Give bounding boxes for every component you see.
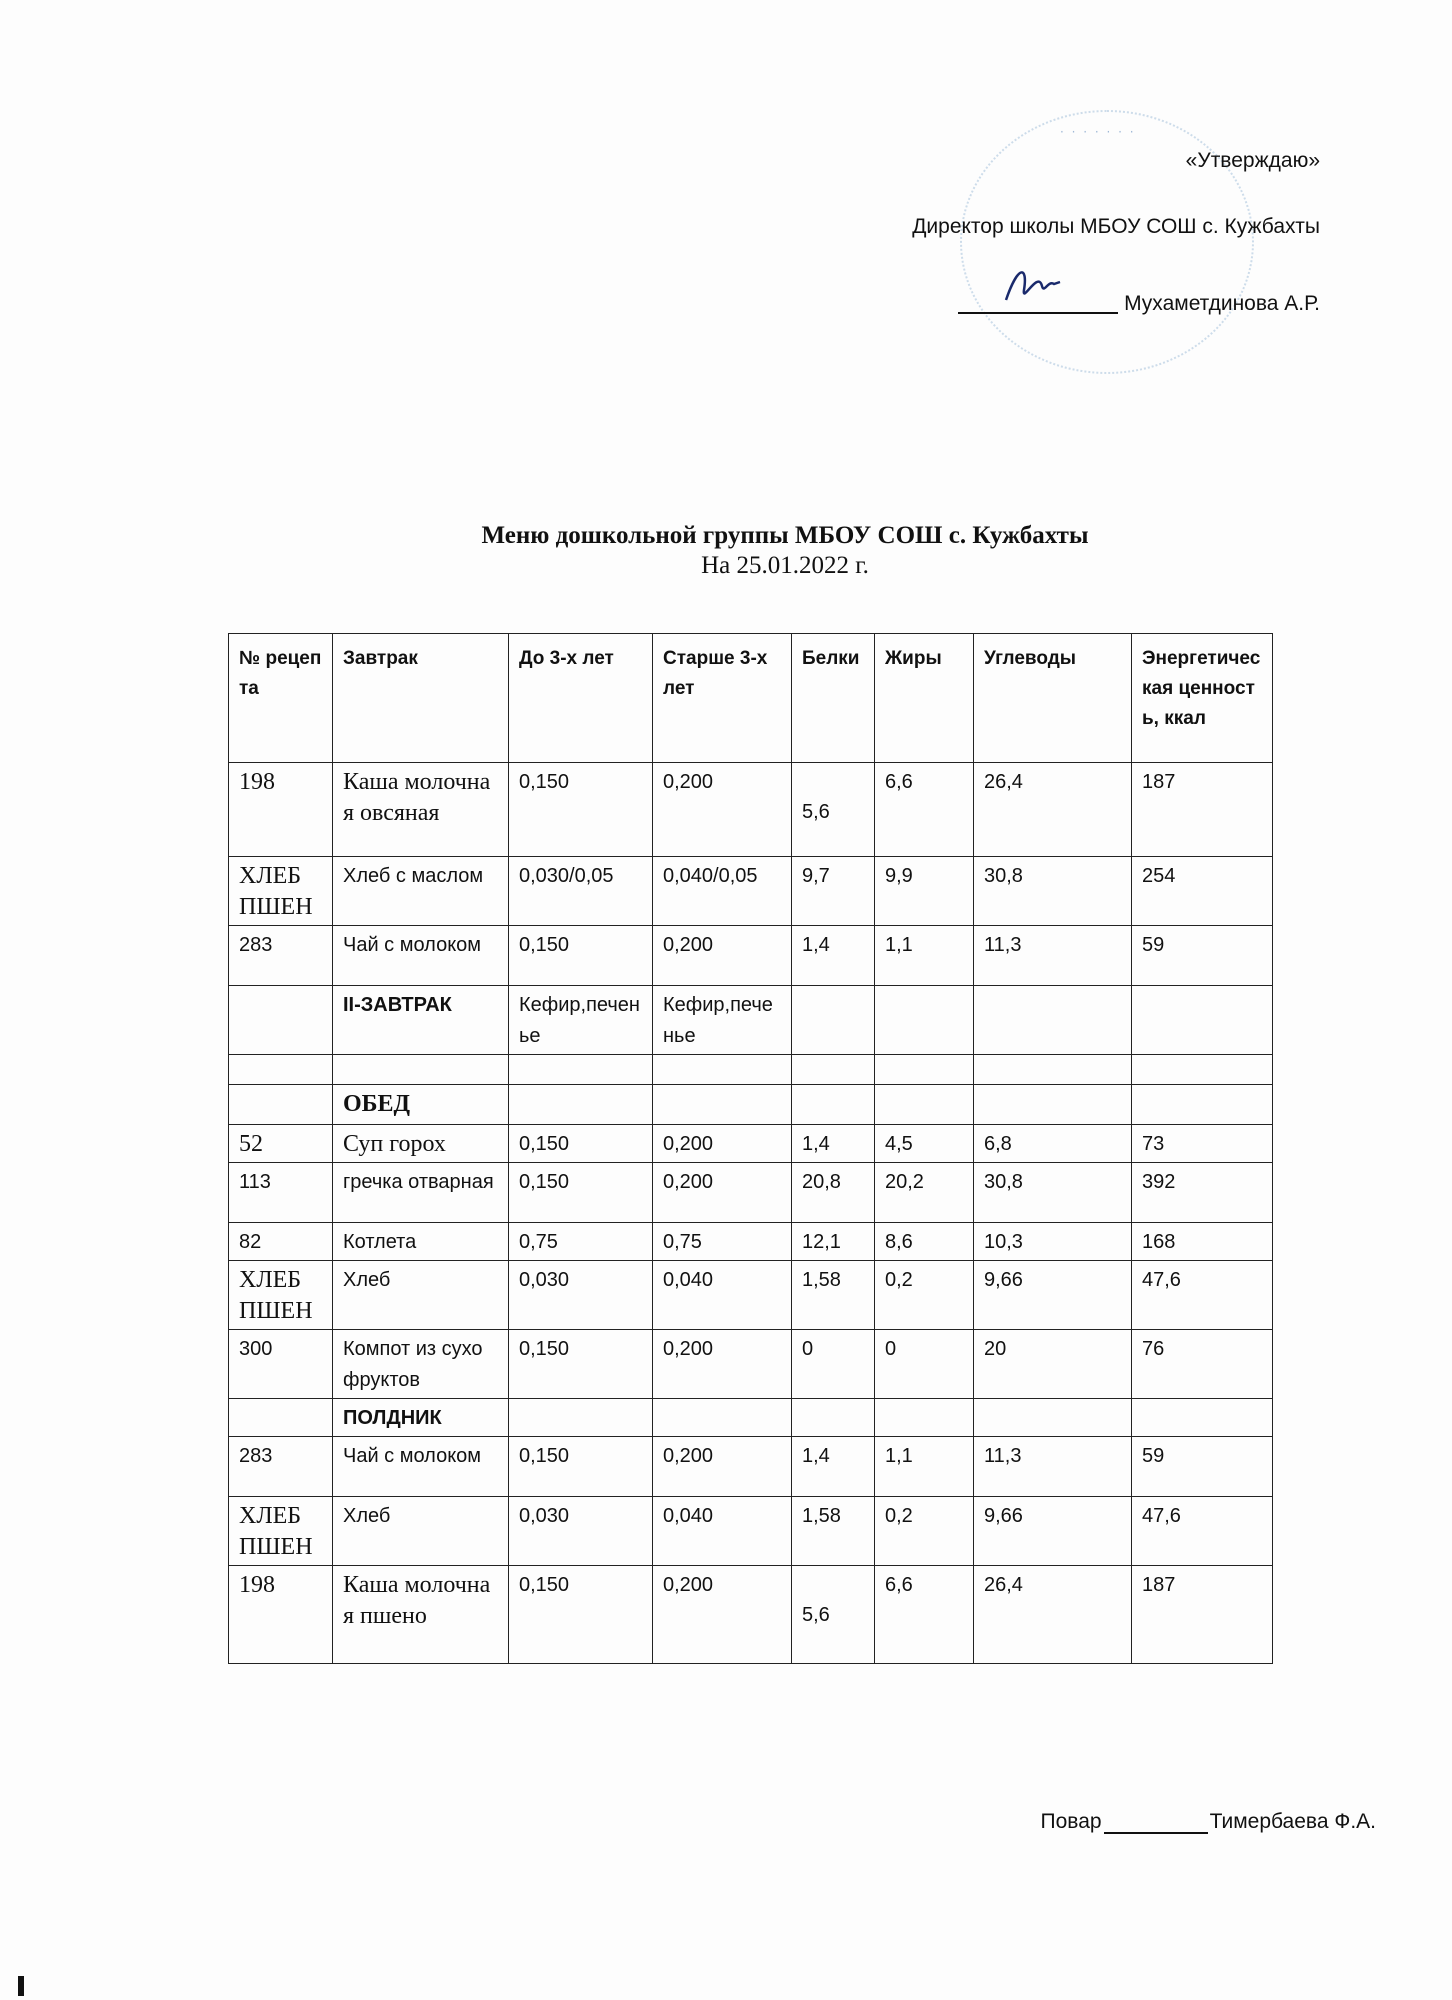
table-cell: 20: [974, 1330, 1132, 1399]
table-cell: 9,66: [974, 1261, 1132, 1330]
table-cell: [792, 986, 875, 1055]
table-cell: 0,75: [509, 1223, 653, 1261]
menu-table: [228, 633, 1273, 1664]
table-row: [229, 1223, 1273, 1261]
table-cell: 0,200: [653, 926, 792, 986]
table-cell: 30,8: [974, 1163, 1132, 1223]
table-row: [229, 1085, 1273, 1125]
table-cell: [653, 1055, 792, 1085]
table-cell: ХЛЕБ ПШЕН: [229, 1261, 333, 1330]
approval-position: Директор школы МБОУ СОШ с. Кужбахты: [912, 215, 1320, 238]
table-cell: 0: [875, 1330, 974, 1399]
table-cell: [875, 1055, 974, 1085]
table-header-row: [229, 634, 1273, 763]
table-cell: 6,6: [875, 763, 974, 857]
table-cell: 283: [229, 926, 333, 986]
table-cell: 187: [1132, 1566, 1273, 1664]
table-cell: 26,4: [974, 763, 1132, 857]
table-cell: Кефир,печенье: [653, 986, 792, 1055]
signature-line: [958, 282, 1118, 314]
table-cell: Каша молочная пшено: [333, 1566, 509, 1664]
table-cell: гречка отварная: [333, 1163, 509, 1223]
table-cell: 0,150: [509, 1330, 653, 1399]
table-cell: [229, 1055, 333, 1085]
table-cell: [229, 1085, 333, 1125]
table-cell: [509, 1055, 653, 1085]
table-cell: Хлеб: [333, 1497, 509, 1566]
table-cell: 9,7: [792, 857, 875, 926]
header-cell: До 3-х лет: [509, 634, 653, 763]
table-cell: 300: [229, 1330, 333, 1399]
table-cell: ПОЛДНИК: [333, 1399, 509, 1437]
table-cell: 0,200: [653, 763, 792, 857]
title-date: На 25.01.2022 г.: [701, 552, 869, 579]
table-cell: [653, 1399, 792, 1437]
table-cell: 59: [1132, 926, 1273, 986]
table-cell: 0,200: [653, 1163, 792, 1223]
table-cell: Чай с молоком: [333, 1437, 509, 1497]
signature-icon: [998, 260, 1078, 310]
table-cell: 1,58: [792, 1261, 875, 1330]
header-cell: № рецепта: [229, 634, 333, 763]
table-cell: 283: [229, 1437, 333, 1497]
cook-signature-line: [1104, 1832, 1208, 1834]
header-cell: Жиры: [875, 634, 974, 763]
table-cell: [792, 1055, 875, 1085]
table-cell: Суп горох: [333, 1125, 509, 1163]
table-cell: Каша молочная овсяная: [333, 763, 509, 857]
table-cell: 0,030: [509, 1497, 653, 1566]
table-row: [229, 1330, 1273, 1399]
table-cell: [792, 1085, 875, 1125]
table-cell: 113: [229, 1163, 333, 1223]
table-cell: Хлеб с маслом: [333, 857, 509, 926]
cook-name: Тимербаева Ф.А.: [1209, 1810, 1376, 1833]
table-cell: [509, 1399, 653, 1437]
table-cell: 254: [1132, 857, 1273, 926]
table-cell: [229, 1399, 333, 1437]
table-cell: 168: [1132, 1223, 1273, 1261]
table-cell: [653, 1085, 792, 1125]
table-cell: 392: [1132, 1163, 1273, 1223]
scan-mark: [18, 1976, 24, 1996]
table-cell: Чай с молоком: [333, 926, 509, 986]
table-row: [229, 1399, 1273, 1437]
table-cell: 0: [792, 1330, 875, 1399]
header-cell: Белки: [792, 634, 875, 763]
header-cell: Энергетическая ценность, ккал: [1132, 634, 1273, 763]
table-cell: 8,6: [875, 1223, 974, 1261]
table-cell: 10,3: [974, 1223, 1132, 1261]
table-row: [229, 1437, 1273, 1497]
table-cell: 6,8: [974, 1125, 1132, 1163]
table-cell: 73: [1132, 1125, 1273, 1163]
table-cell: 4,5: [875, 1125, 974, 1163]
table-cell: 1,4: [792, 1437, 875, 1497]
header-cell: Завтрак: [333, 634, 509, 763]
table-cell: 1,1: [875, 1437, 974, 1497]
header-cell: Углеводы: [974, 634, 1132, 763]
table-cell: 0,040: [653, 1497, 792, 1566]
table-cell: [974, 1399, 1132, 1437]
table-row: [229, 1163, 1273, 1223]
table-cell: [974, 1055, 1132, 1085]
table-cell: 0,150: [509, 1125, 653, 1163]
approval-signature-row: [912, 282, 1320, 348]
cook-label: Повар: [1040, 1810, 1102, 1833]
table-row: [229, 1261, 1273, 1330]
table-cell: 12,1: [792, 1223, 875, 1261]
table-cell: 11,3: [974, 1437, 1132, 1497]
table-cell: II-ЗАВТРАК: [333, 986, 509, 1055]
table-row: [229, 926, 1273, 986]
table-cell: 76: [1132, 1330, 1273, 1399]
table-cell: 82: [229, 1223, 333, 1261]
table-cell: 9,66: [974, 1497, 1132, 1566]
table-cell: Котлета: [333, 1223, 509, 1261]
table-cell: 198: [229, 1566, 333, 1664]
table-cell: Хлеб: [333, 1261, 509, 1330]
table-cell: 0,030: [509, 1261, 653, 1330]
table-cell: 0,150: [509, 926, 653, 986]
table-cell: [1132, 1399, 1273, 1437]
table-row: [229, 1055, 1273, 1085]
stamp-text: · · · · · · ·: [1060, 125, 1136, 139]
table-cell: [333, 1055, 509, 1085]
table-cell: [875, 1399, 974, 1437]
table-cell: ОБЕД: [333, 1085, 509, 1125]
cook-signature: [1041, 1810, 1376, 1834]
table-cell: 11,3: [974, 926, 1132, 986]
approval-block: [912, 150, 1320, 348]
table-row: [229, 857, 1273, 926]
table-cell: 1,1: [875, 926, 974, 986]
table-cell: 26,4: [974, 1566, 1132, 1664]
table-cell: 0,040: [653, 1261, 792, 1330]
table-cell: 0,150: [509, 1437, 653, 1497]
table-row: [229, 1566, 1273, 1664]
table-cell: [509, 1085, 653, 1125]
table-cell: 198: [229, 763, 333, 857]
header-cell: Старше 3-х лет: [653, 634, 792, 763]
table-cell: 6,6: [875, 1566, 974, 1664]
table-cell: 1,4: [792, 1125, 875, 1163]
table-row: [229, 763, 1273, 857]
table-cell: 0,150: [509, 1566, 653, 1664]
table-cell: Компот из сухофруктов: [333, 1330, 509, 1399]
document-title: [0, 522, 1452, 580]
table-row: [229, 1497, 1273, 1566]
table-cell: 52: [229, 1125, 333, 1163]
table-row: [229, 986, 1273, 1055]
table-cell: 0,200: [653, 1125, 792, 1163]
table-cell: [974, 1085, 1132, 1125]
table-cell: Кефир,печенье: [509, 986, 653, 1055]
table-cell: 9,9: [875, 857, 974, 926]
table-cell: [875, 1085, 974, 1125]
table-cell: 0,2: [875, 1497, 974, 1566]
table-cell: [229, 986, 333, 1055]
table-row: [229, 1125, 1273, 1163]
table-cell: 0,150: [509, 1163, 653, 1223]
table-cell: [1132, 1085, 1273, 1125]
table-cell: 0,2: [875, 1261, 974, 1330]
title-main: Меню дошкольной группы МБОУ СОШ с. Кужбахты: [481, 522, 1089, 549]
approval-heading: «Утверждаю»: [1185, 149, 1320, 172]
table-cell: 0,200: [653, 1330, 792, 1399]
table-cell: 47,6: [1132, 1497, 1273, 1566]
table-cell: 0,040/0,05: [653, 857, 792, 926]
table-cell: 5,6: [792, 763, 875, 857]
table-cell: 20,2: [875, 1163, 974, 1223]
table-cell: 0,150: [509, 763, 653, 857]
table-cell: 1,4: [792, 926, 875, 986]
table-cell: 59: [1132, 1437, 1273, 1497]
table-cell: ХЛЕБ ПШЕН: [229, 1497, 333, 1566]
table-cell: 187: [1132, 763, 1273, 857]
table-cell: 5,6: [792, 1566, 875, 1664]
table-cell: 0,75: [653, 1223, 792, 1261]
table-cell: ХЛЕБ ПШЕН: [229, 857, 333, 926]
table-cell: [974, 986, 1132, 1055]
table-cell: 0,200: [653, 1437, 792, 1497]
table-cell: 0,030/0,05: [509, 857, 653, 926]
table-cell: [1132, 986, 1273, 1055]
table-cell: 47,6: [1132, 1261, 1273, 1330]
table-cell: 20,8: [792, 1163, 875, 1223]
table-cell: 30,8: [974, 857, 1132, 926]
table-cell: 1,58: [792, 1497, 875, 1566]
table-cell: [875, 986, 974, 1055]
table-cell: [792, 1399, 875, 1437]
table-cell: 0,200: [653, 1566, 792, 1664]
table-cell: [1132, 1055, 1273, 1085]
director-name: Мухаметдинова А.Р.: [1124, 292, 1320, 315]
